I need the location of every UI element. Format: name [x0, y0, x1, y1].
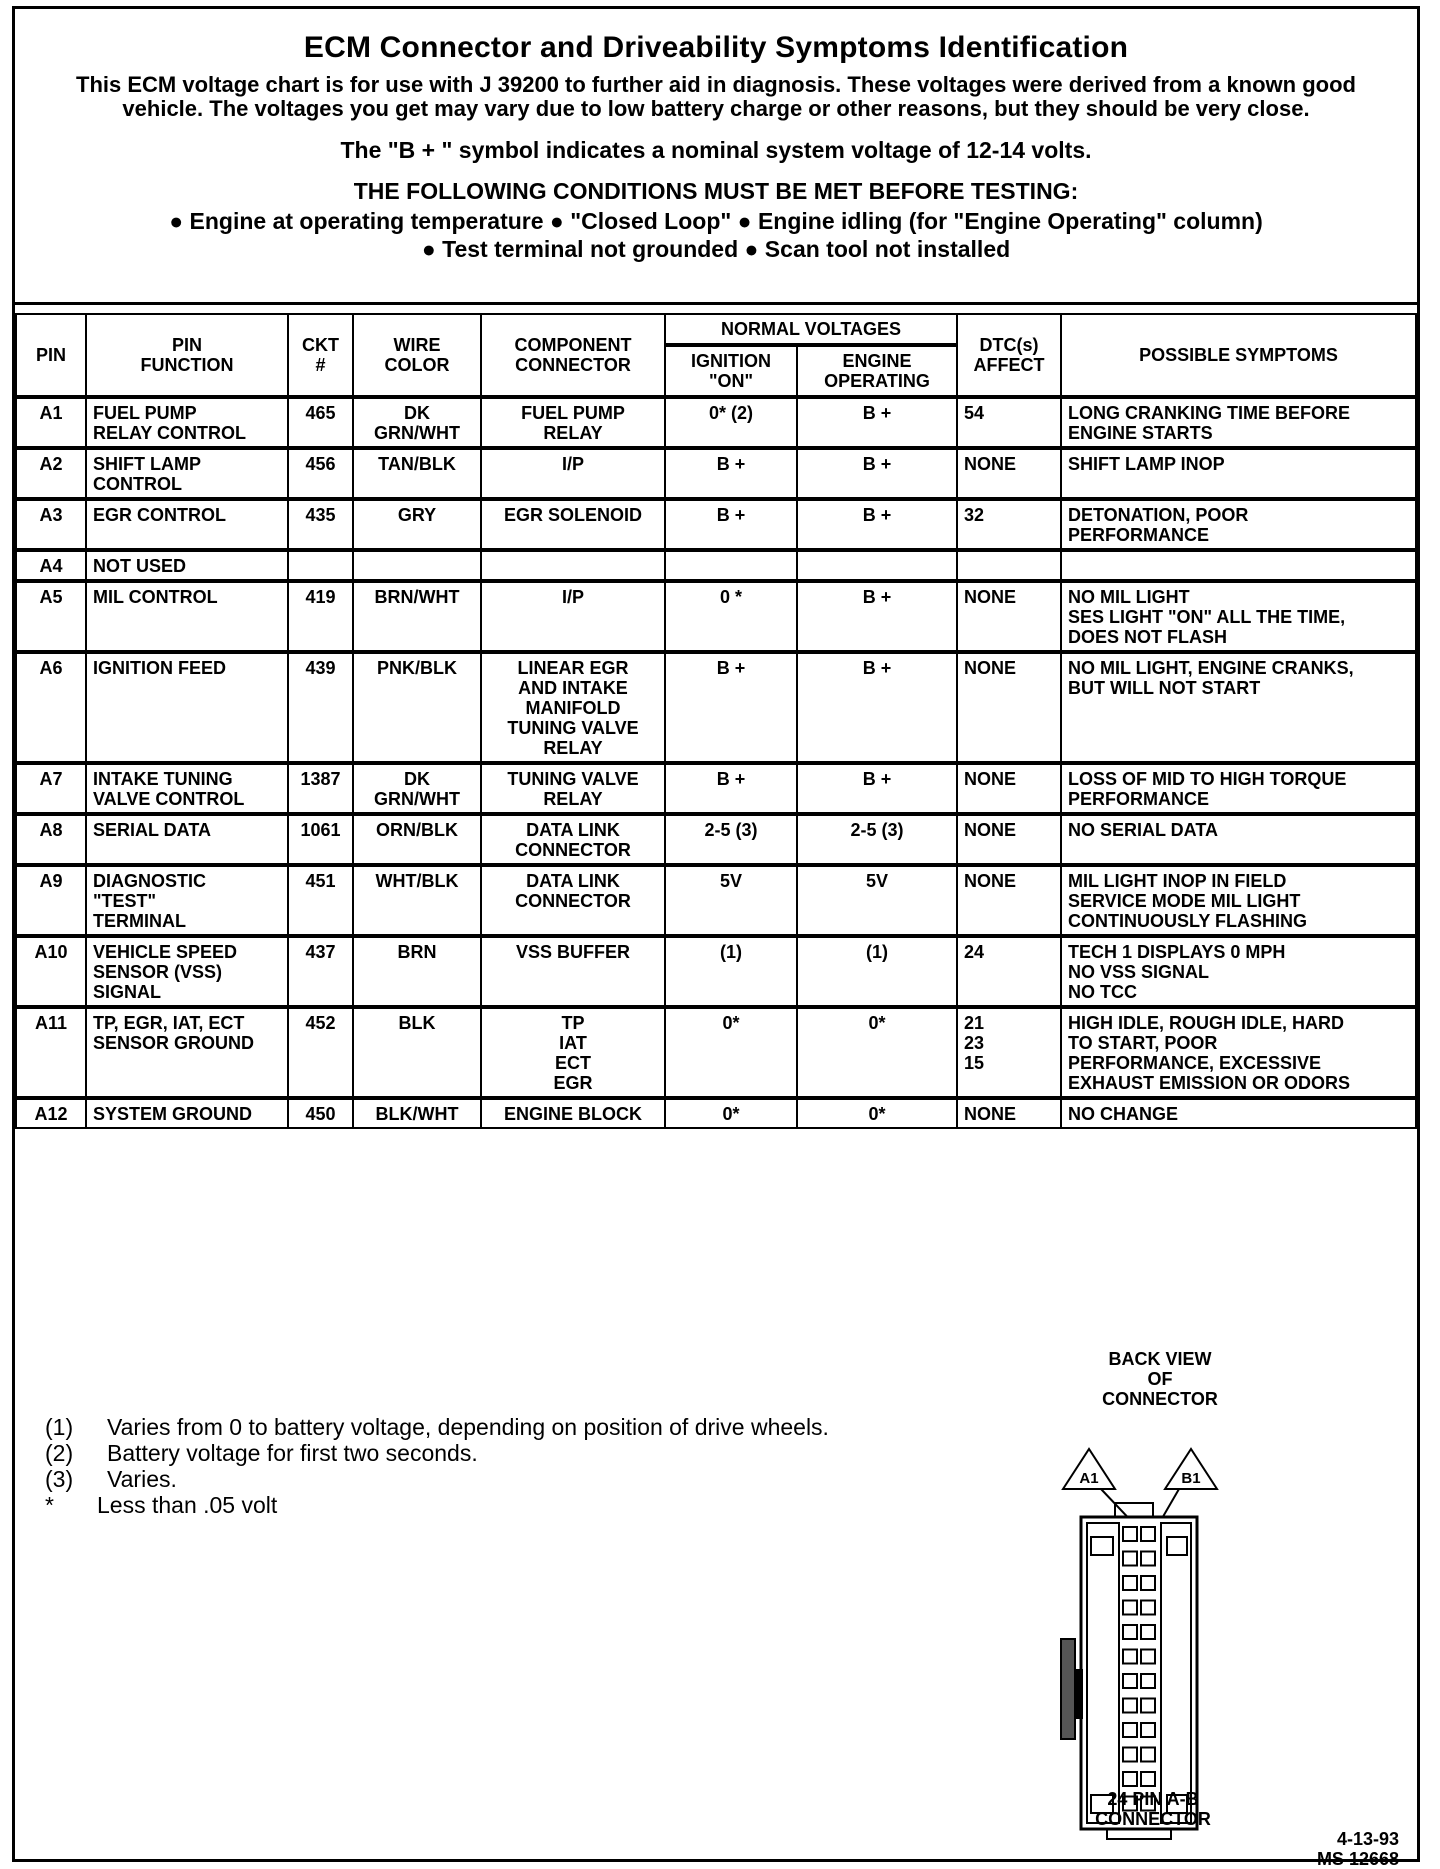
dtc-cell: [957, 550, 1061, 581]
document-id: [1317, 1829, 1399, 1869]
col-pin: PIN: [16, 314, 86, 397]
col-ignition-on: IGNITION "ON": [665, 345, 797, 397]
symptoms-cell: DETONATION, POOR PERFORMANCE: [1061, 499, 1416, 550]
footnote-text: Less than .05 volt: [97, 1492, 278, 1518]
pin-cell: A1: [16, 397, 86, 448]
footnote-key: *: [45, 1492, 54, 1518]
engine-operating-cell: B +: [797, 652, 957, 763]
function-cell: TP, EGR, IAT, ECT SENSOR GROUND: [86, 1007, 288, 1098]
table-row: [16, 763, 1416, 814]
ignition-on-cell: 0*: [665, 1007, 797, 1098]
connector-diagram: [1055, 1349, 1255, 1849]
symptoms-cell: SHIFT LAMP INOP: [1061, 448, 1416, 499]
engine-operating-cell: B +: [797, 581, 957, 652]
col-wire-color: WIRE COLOR: [353, 314, 481, 397]
ignition-on-cell: 0* (2): [665, 397, 797, 448]
component-cell: DATA LINK CONNECTOR: [481, 865, 665, 936]
wire-cell: GRY: [353, 499, 481, 550]
col-ckt: CKT #: [288, 314, 353, 397]
conditions-line-2: ● Test terminal not grounded ● Scan tool not installed: [421, 236, 1011, 262]
footnote-key: (2): [45, 1440, 74, 1466]
col-component-connector: COMPONENT CONNECTOR: [481, 314, 665, 397]
function-cell: DIAGNOSTIC "TEST" TERMINAL: [86, 865, 288, 936]
ignition-on-cell: B +: [665, 448, 797, 499]
dtc-cell: NONE: [957, 448, 1061, 499]
engine-operating-cell: B +: [797, 397, 957, 448]
pin-cell: A3: [16, 499, 86, 550]
intro-paragraph: This ECM voltage chart is for use with J 39200 to further aid in diagnosis. These voltages were derived from a known good vehicle. The voltages you get may vary due to low battery charge or other reasons, but they should be very close.: [76, 72, 1356, 121]
pin-cell: A6: [16, 652, 86, 763]
table-row: [16, 865, 1416, 936]
function-cell: FUEL PUMP RELAY CONTROL: [86, 397, 288, 448]
engine-operating-cell: B +: [797, 763, 957, 814]
pin-cell: A12: [16, 1098, 86, 1128]
symptoms-cell: NO MIL LIGHT, ENGINE CRANKS, BUT WILL NOT START: [1061, 652, 1416, 763]
ignition-on-cell: 5V: [665, 865, 797, 936]
ckt-cell: 1387: [288, 763, 353, 814]
dtc-cell: 21 23 15: [957, 1007, 1061, 1098]
col-dtc-affect: DTC(s) AFFECT: [957, 314, 1061, 397]
dtc-cell: 32: [957, 499, 1061, 550]
function-cell: MIL CONTROL: [86, 581, 288, 652]
ckt-cell: 419: [288, 581, 353, 652]
engine-operating-cell: 5V: [797, 865, 957, 936]
bplus-note: The "B + " symbol indicates a nominal system voltage of 12-14 volts.: [340, 137, 1092, 163]
function-cell: SYSTEM GROUND: [86, 1098, 288, 1128]
document-code: MS 12668: [1316, 1849, 1399, 1869]
dtc-cell: 24: [957, 936, 1061, 1007]
ckt-cell: 452: [288, 1007, 353, 1098]
pin-cell: A9: [16, 865, 86, 936]
table-row: [16, 499, 1416, 550]
pin-cell: A11: [16, 1007, 86, 1098]
symptoms-cell: NO MIL LIGHT SES LIGHT "ON" ALL THE TIME, DOES NOT FLASH: [1061, 581, 1416, 652]
table-header-row: [16, 314, 1416, 345]
ignition-on-cell: 0*: [665, 1098, 797, 1128]
ignition-on-cell: B +: [665, 652, 797, 763]
table-row: [16, 397, 1416, 448]
ckt-cell: 456: [288, 448, 353, 499]
pin-cell: A4: [16, 550, 86, 581]
dtc-cell: NONE: [957, 814, 1061, 865]
table-row: [16, 550, 1416, 581]
table-row: [16, 581, 1416, 652]
component-cell: [481, 550, 665, 581]
ckt-cell: [288, 550, 353, 581]
symptoms-cell: LOSS OF MID TO HIGH TORQUE PERFORMANCE: [1061, 763, 1416, 814]
footnote: [45, 1492, 829, 1518]
table-row: [16, 1007, 1416, 1098]
wire-cell: BRN: [353, 936, 481, 1007]
document-date: 4-13-93: [1336, 1829, 1399, 1849]
diagram-label-a1: A1: [1079, 1470, 1099, 1487]
symptoms-cell: LONG CRANKING TIME BEFORE ENGINE STARTS: [1061, 397, 1416, 448]
dtc-cell: NONE: [957, 581, 1061, 652]
ckt-cell: 439: [288, 652, 353, 763]
footnote-key: (1): [45, 1414, 74, 1440]
engine-operating-cell: [797, 550, 957, 581]
component-cell: TUNING VALVE RELAY: [481, 763, 665, 814]
ckt-cell: 465: [288, 397, 353, 448]
component-cell: DATA LINK CONNECTOR: [481, 814, 665, 865]
wire-cell: WHT/BLK: [353, 865, 481, 936]
footnote-text: Varies from 0 to battery voltage, depending on position of drive wheels.: [107, 1414, 829, 1440]
footnote: [45, 1440, 829, 1466]
col-engine-operating: ENGINE OPERATING: [797, 345, 957, 397]
table-row: [16, 936, 1416, 1007]
component-cell: I/P: [481, 581, 665, 652]
conditions-line-1: ● Engine at operating temperature ● "Closed Loop" ● Engine idling (for "Engine Operating" column): [169, 208, 1263, 234]
dtc-cell: 54: [957, 397, 1061, 448]
ckt-cell: 451: [288, 865, 353, 936]
pin-cell: A5: [16, 581, 86, 652]
function-cell: INTAKE TUNING VALVE CONTROL: [86, 763, 288, 814]
wire-cell: PNK/BLK: [353, 652, 481, 763]
engine-operating-cell: B +: [797, 448, 957, 499]
footnote: [45, 1414, 829, 1440]
engine-operating-cell: (1): [797, 936, 957, 1007]
dtc-cell: NONE: [957, 763, 1061, 814]
connector-housing: [1081, 1517, 1197, 1829]
table-body: [16, 397, 1416, 1128]
pin-cell: A10: [16, 936, 86, 1007]
component-cell: I/P: [481, 448, 665, 499]
diagram-label-b1: B1: [1181, 1470, 1201, 1487]
function-cell: EGR CONTROL: [86, 499, 288, 550]
function-cell: SERIAL DATA: [86, 814, 288, 865]
function-cell: SHIFT LAMP CONTROL: [86, 448, 288, 499]
ignition-on-cell: 0 *: [665, 581, 797, 652]
col-pin-function: PIN FUNCTION: [86, 314, 288, 397]
ckt-cell: 1061: [288, 814, 353, 865]
symptoms-cell: MIL LIGHT INOP IN FIELD SERVICE MODE MIL LIGHT CONTINUOUSLY FLASHING: [1061, 865, 1416, 936]
table-row: [16, 448, 1416, 499]
page-title: ECM Connector and Driveability Symptoms Identification: [303, 31, 1129, 64]
ignition-on-cell: B +: [665, 763, 797, 814]
document-frame: [12, 6, 1420, 1869]
component-cell: TP IAT ECT EGR: [481, 1007, 665, 1098]
ckt-cell: 437: [288, 936, 353, 1007]
connector-latch: [1061, 1639, 1075, 1739]
footnotes: [45, 1414, 829, 1518]
component-cell: ENGINE BLOCK: [481, 1098, 665, 1128]
table-row: [16, 652, 1416, 763]
dtc-cell: NONE: [957, 652, 1061, 763]
component-cell: EGR SOLENOID: [481, 499, 665, 550]
symptoms-cell: HIGH IDLE, ROUGH IDLE, HARD TO START, POOR PERFORMANCE, EXCESSIVE EXHAUST EMISSION OR ODORS: [1061, 1007, 1416, 1098]
ignition-on-cell: [665, 550, 797, 581]
wire-cell: ORN/BLK: [353, 814, 481, 865]
component-cell: VSS BUFFER: [481, 936, 665, 1007]
pin-cell: A2: [16, 448, 86, 499]
diagram-caption-bottom: 24 PIN A-B CONNECTOR: [1095, 1789, 1211, 1829]
wire-cell: DK GRN/WHT: [353, 397, 481, 448]
table-row: [16, 814, 1416, 865]
engine-operating-cell: B +: [797, 499, 957, 550]
header-section: [15, 9, 1417, 305]
wire-cell: [353, 550, 481, 581]
ckt-cell: 450: [288, 1098, 353, 1128]
function-cell: IGNITION FEED: [86, 652, 288, 763]
dtc-cell: NONE: [957, 865, 1061, 936]
engine-operating-cell: 0*: [797, 1007, 957, 1098]
wire-cell: BRN/WHT: [353, 581, 481, 652]
col-possible-symptoms: POSSIBLE SYMPTOMS: [1061, 314, 1416, 397]
diagram-caption-top: BACK VIEW OF CONNECTOR: [1102, 1349, 1218, 1409]
function-cell: VEHICLE SPEED SENSOR (VSS) SIGNAL: [86, 936, 288, 1007]
component-cell: LINEAR EGR AND INTAKE MANIFOLD TUNING VALVE RELAY: [481, 652, 665, 763]
wire-cell: TAN/BLK: [353, 448, 481, 499]
col-normal-voltages: NORMAL VOLTAGES: [665, 314, 957, 345]
table-row: [16, 1098, 1416, 1128]
component-cell: FUEL PUMP RELAY: [481, 397, 665, 448]
ckt-cell: 435: [288, 499, 353, 550]
symptoms-cell: [1061, 550, 1416, 581]
footnote-text: Battery voltage for first two seconds.: [107, 1440, 478, 1466]
engine-operating-cell: 2-5 (3): [797, 814, 957, 865]
dtc-cell: NONE: [957, 1098, 1061, 1128]
ecm-voltage-table: [15, 313, 1417, 1129]
symptoms-cell: TECH 1 DISPLAYS 0 MPH NO VSS SIGNAL NO TCC: [1061, 936, 1416, 1007]
footnote-key: (3): [45, 1466, 74, 1492]
conditions-heading: THE FOLLOWING CONDITIONS MUST BE MET BEFORE TESTING:: [353, 178, 1079, 204]
symptoms-cell: NO CHANGE: [1061, 1098, 1416, 1128]
function-cell: NOT USED: [86, 550, 288, 581]
wire-cell: BLK/WHT: [353, 1098, 481, 1128]
symptoms-cell: NO SERIAL DATA: [1061, 814, 1416, 865]
ignition-on-cell: B +: [665, 499, 797, 550]
wire-cell: BLK: [353, 1007, 481, 1098]
pin-cell: A7: [16, 763, 86, 814]
footnote: [45, 1466, 829, 1492]
footnote-text: Varies.: [107, 1466, 177, 1492]
ignition-on-cell: (1): [665, 936, 797, 1007]
engine-operating-cell: 0*: [797, 1098, 957, 1128]
ignition-on-cell: 2-5 (3): [665, 814, 797, 865]
wire-cell: DK GRN/WHT: [353, 763, 481, 814]
pin-cell: A8: [16, 814, 86, 865]
